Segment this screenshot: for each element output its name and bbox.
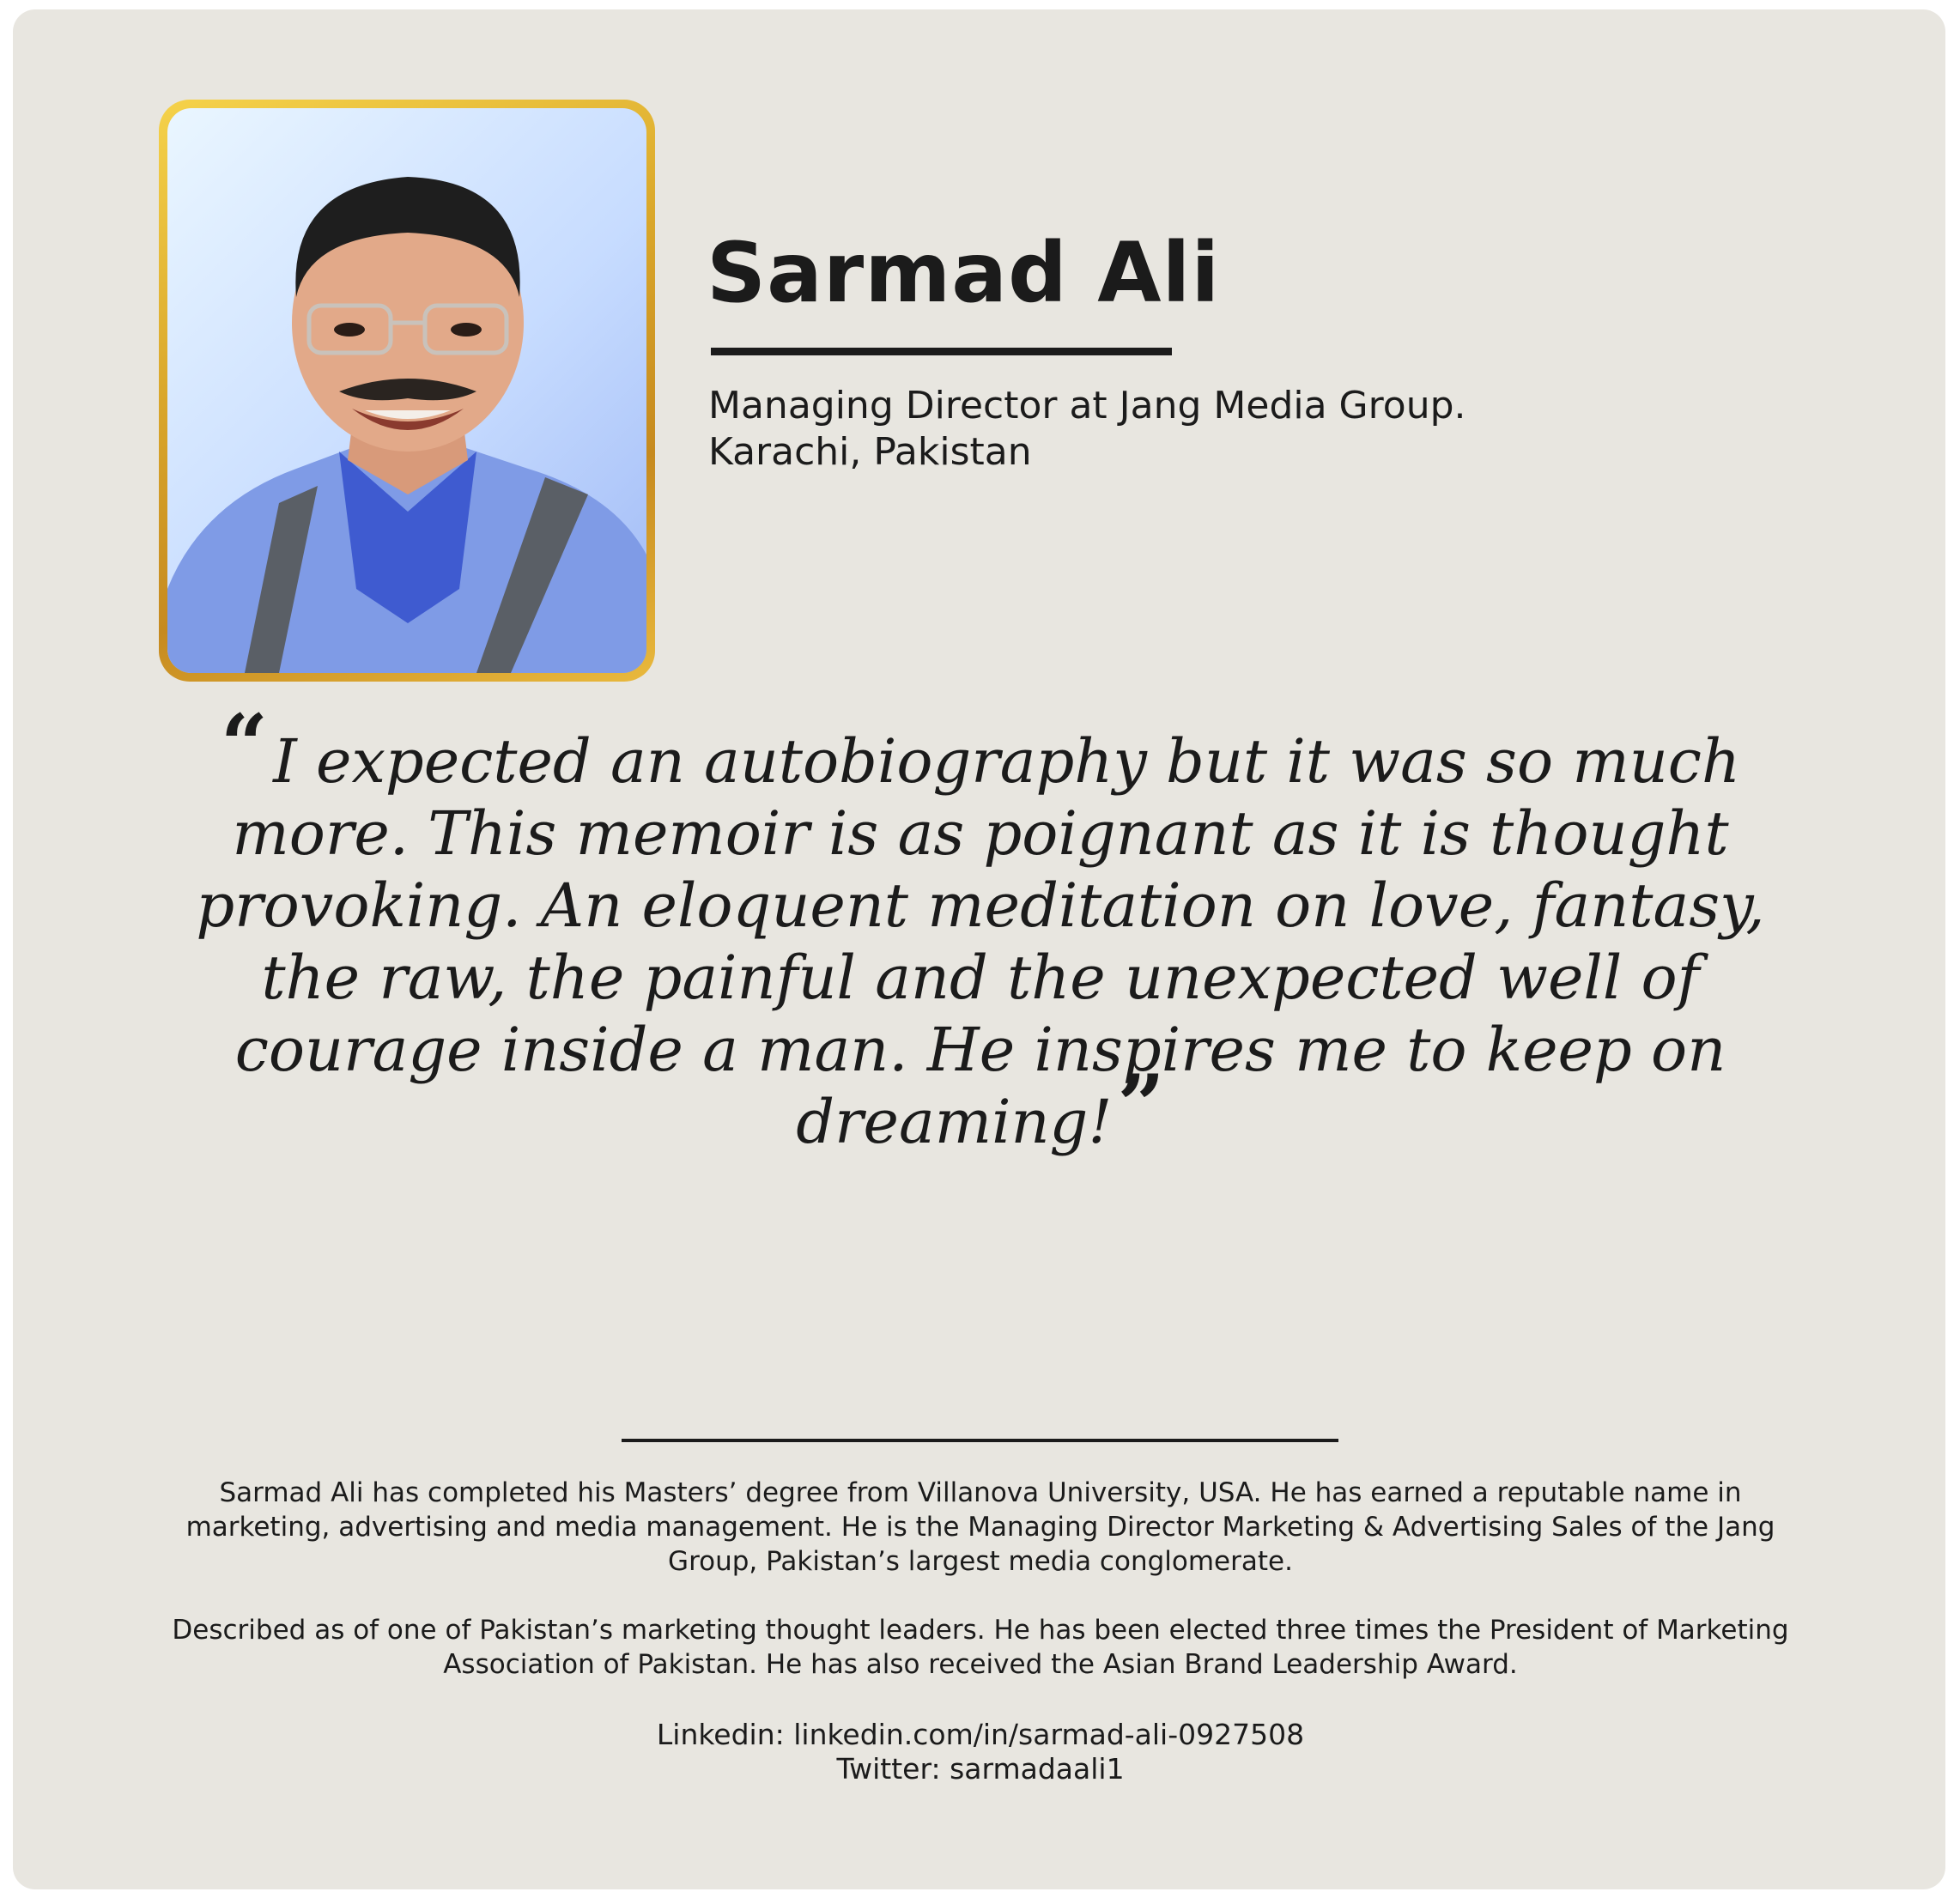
close-quote-icon: ” bbox=[1117, 1057, 1165, 1154]
name-underline bbox=[711, 348, 1172, 355]
bio-paragraph-2: Described as of one of Pakistan’s marketing thought leaders. He has been elected three times the President of Marketing Association of Pakistan. He has also received the Asian Brand Leadership Award. bbox=[172, 1615, 1789, 1680]
quote-text: I expected an autobiography but it was so much more. This memoir is as poignant as it is thought provoking. An eloquent meditation on love, fantasy, the raw, the painful and the unexpected well of courage inside a man. He inspires me to keep on dreaming! bbox=[196, 726, 1765, 1157]
photo-frame bbox=[159, 100, 655, 682]
role-location: Karachi, Pakistan bbox=[708, 430, 1032, 474]
bio-section bbox=[163, 1476, 1798, 1716]
open-quote-icon: “ bbox=[220, 696, 269, 793]
bio-paragraph-1: Sarmad Ali has completed his Masters’ degree from Villanova University, USA. He has earned a reputable name in marketing, advertising and media management. He is the Managing Director Marketing & Advertising Sales of the Jang Group, Pakistan’s largest media conglomerate. bbox=[185, 1477, 1775, 1577]
person-name: Sarmad Ali bbox=[707, 225, 1221, 321]
social-links bbox=[163, 1718, 1798, 1786]
testimonial-quote bbox=[137, 696, 1823, 1158]
linkedin-link[interactable]: Linkedin: linkedin.com/in/sarmad-ali-0927508 bbox=[656, 1718, 1305, 1751]
portrait-photo bbox=[167, 108, 646, 673]
portrait-illustration bbox=[167, 108, 646, 673]
twitter-link[interactable]: Twitter: sarmadaali1 bbox=[836, 1752, 1125, 1786]
role-title: Managing Director at Jang Media Group. bbox=[708, 384, 1466, 427]
section-divider bbox=[622, 1439, 1338, 1442]
person-role bbox=[708, 383, 1466, 476]
